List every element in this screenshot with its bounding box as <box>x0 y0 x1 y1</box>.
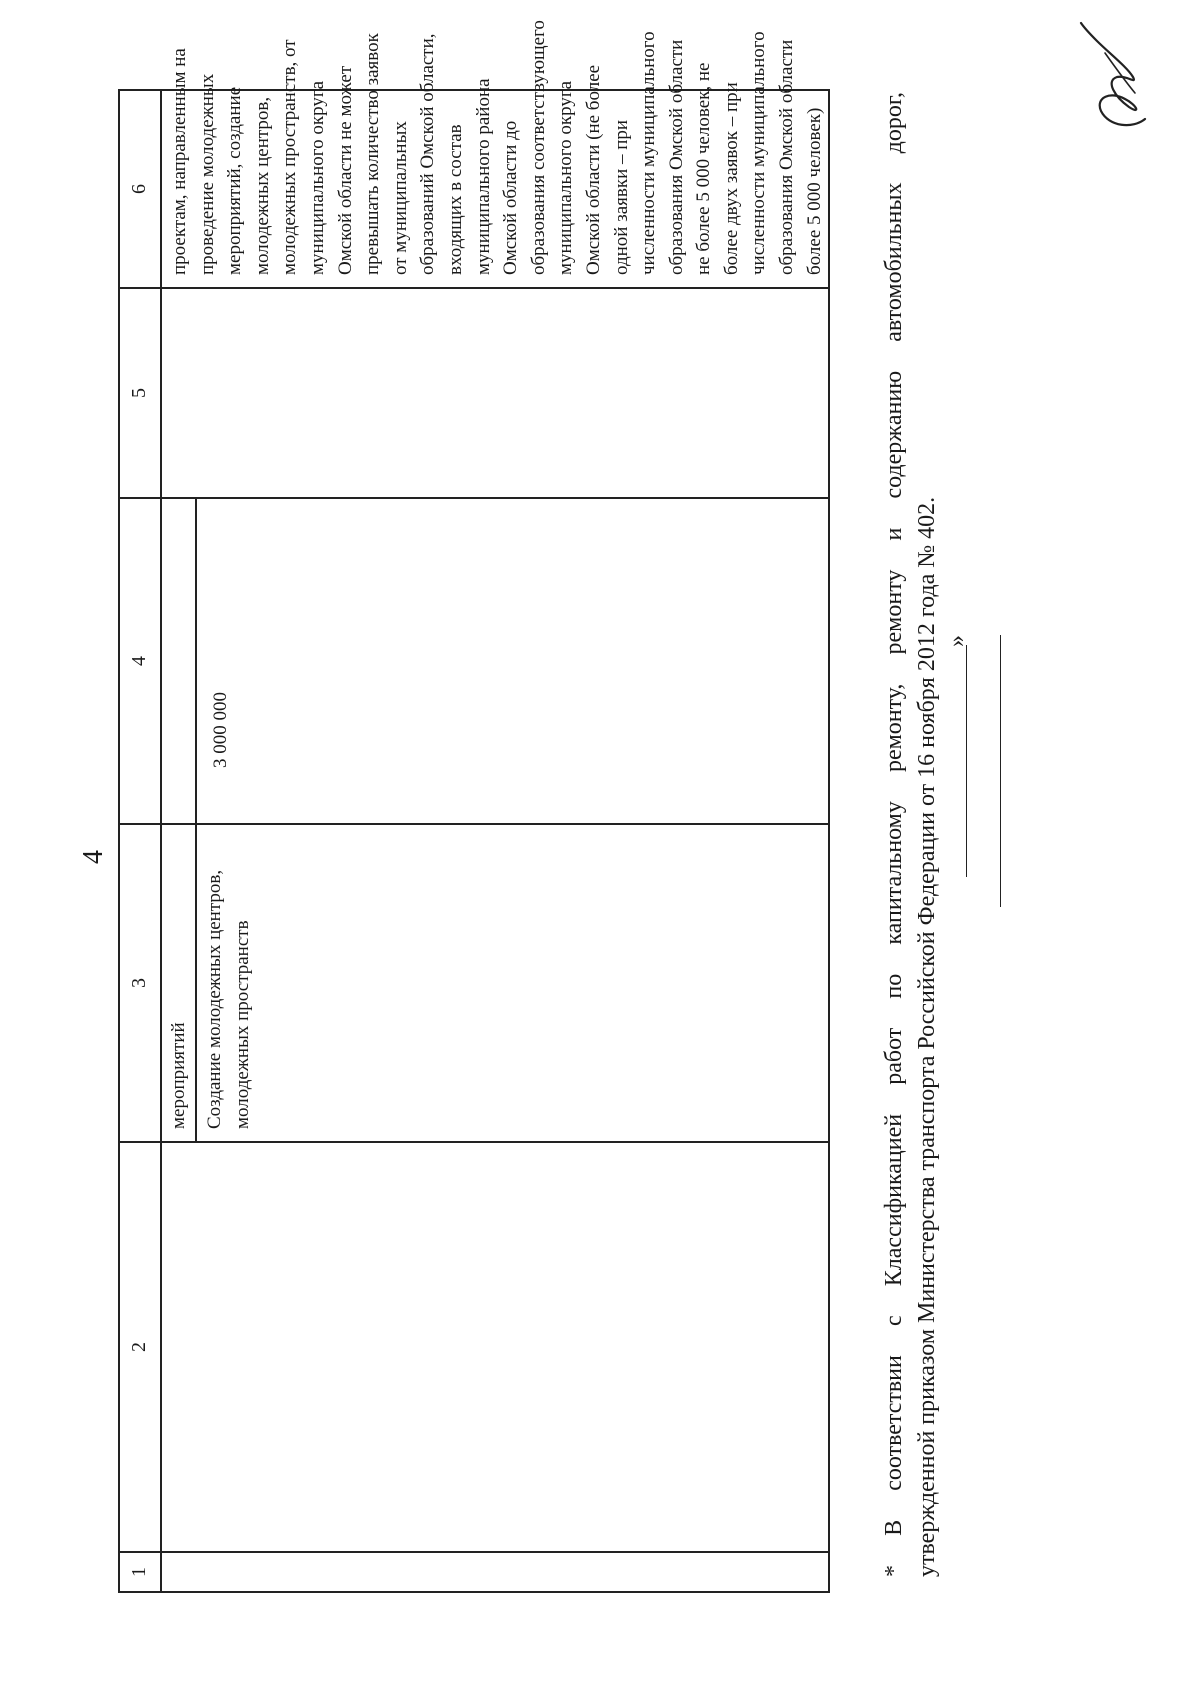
table-cell-col5 <box>161 288 829 498</box>
handwritten-signature <box>1075 17 1160 137</box>
col6-text-line: более двух заявок – при <box>720 82 742 275</box>
col6-text-line: образования Омской области <box>665 39 687 275</box>
table-header-cell: 2 <box>119 1142 161 1552</box>
table-header-cell: 1 <box>119 1552 161 1592</box>
col6-text-line: одной заявки – при <box>610 119 632 275</box>
col3-event-name: Создание молодежных центров, молодежных пространств <box>204 869 253 1129</box>
table-header-cell: 6 <box>119 90 161 288</box>
col6-text-line: входящих в состав <box>444 124 466 275</box>
col6-text-line: Омской области (не более <box>582 64 604 275</box>
table-header-cell: 5 <box>119 288 161 498</box>
table-cell-col1 <box>161 1552 829 1592</box>
table-cell-col6 <box>161 20 829 288</box>
col3-continuation-text: мероприятий <box>162 825 197 1141</box>
table-cell-col4 <box>161 498 829 824</box>
col6-text-line: образования Омской области <box>776 39 798 275</box>
col6-text-line: более 5 000 человек) <box>803 107 825 275</box>
col6-text-line: численности муниципального <box>748 31 770 275</box>
col6-text-line: молодежных пространств, от <box>279 39 301 275</box>
col6-conditions-text <box>162 20 828 287</box>
page-number: 4 <box>78 850 109 864</box>
col6-text-line: образований Омской области, <box>417 33 439 275</box>
closing-quote: » <box>944 635 970 647</box>
col6-text-line: мероприятий, создание <box>224 86 246 275</box>
col6-text-line: муниципального округа <box>306 80 328 275</box>
footnote-line-1: * В соответствии с Классификацией работ по капитальному ремонту, ремонту и содержанию автомобильных дорог, <box>881 92 907 1577</box>
col6-text-line: муниципального округа <box>555 80 577 275</box>
end-line-top <box>966 645 967 877</box>
data-table <box>118 20 830 1593</box>
col6-text-line: превышать количество заявок <box>362 33 384 275</box>
col6-text-line: численности муниципального <box>638 31 660 275</box>
col6-text-line: не более 5 000 человек, не <box>693 62 715 275</box>
table-header-row <box>119 90 161 1592</box>
table-header-cell: 3 <box>119 824 161 1142</box>
col4-top-subcell <box>162 499 197 823</box>
table-header-cell: 4 <box>119 498 161 824</box>
table-row <box>161 90 829 1592</box>
col6-text-line: проектам, направленным на <box>169 48 190 275</box>
col6-text-line: молодежных центров, <box>251 96 273 275</box>
col6-text-line: образования соответствующего <box>527 20 549 275</box>
footnote-line-2: утвержденной приказом Министерства транспорта Российской Федерации от 16 ноября 2012 года № 402. <box>914 496 940 1577</box>
end-line-bottom <box>1000 635 1001 907</box>
col6-text-line: Омской области не может <box>334 65 356 275</box>
col6-text-line: проведение молодежных <box>196 73 218 275</box>
table-cell-col3 <box>161 824 829 1142</box>
table-cell-col2 <box>161 1142 829 1552</box>
col6-text-line: Омской области до <box>500 120 522 275</box>
col4-amount: 3 000 000 <box>210 692 231 768</box>
col6-text-line: от муниципальных <box>389 121 411 275</box>
col6-text-line: муниципального района <box>472 78 494 275</box>
